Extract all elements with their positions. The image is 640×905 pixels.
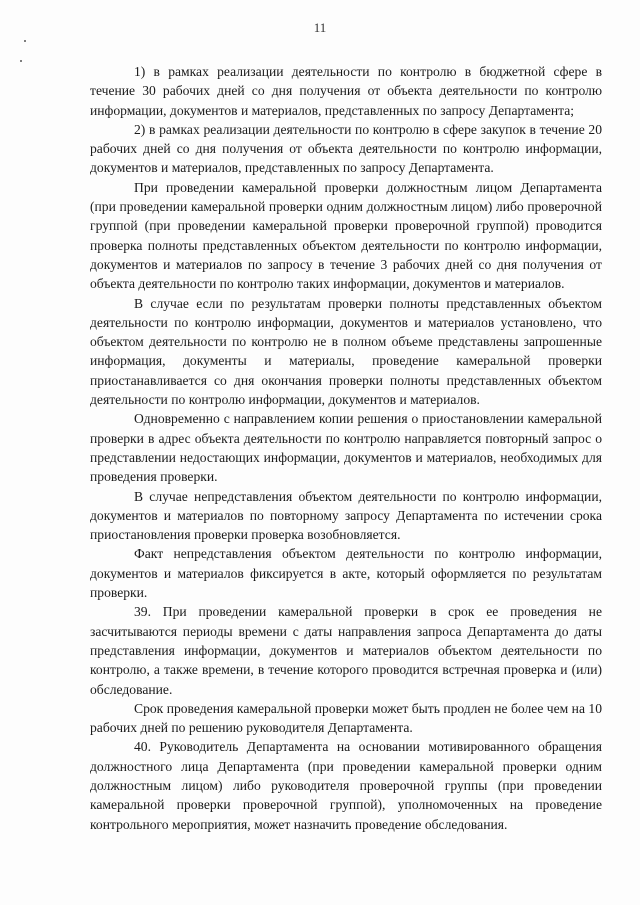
paragraph-non-submission: В случае непредставления объектом деятельности по контролю информации, документов и материалов по повторному запросу Департамента по истечении срока приостановления проверки проверка возобновляется.	[90, 488, 602, 543]
scan-speck	[20, 60, 22, 62]
paragraph-item-2: 2) в рамках реализации деятельности по контролю в сфере закупок в течение 20 рабочих дней со дня получения от объекта деятельности по контролю информации, документов и материалов, представленных по запросу Департамента.	[90, 121, 602, 176]
scan-speck	[24, 40, 26, 42]
paragraph-repeat-request: Одновременно с направлением копии решения о приостановлении камеральной проверки в адрес объекта деятельности по контролю направляется повторный запрос о представлении недостающих информации, документов и материалов, необходимых для проведения проверки.	[90, 411, 602, 485]
paragraph-40: 40. Руководитель Департамента на основании мотивированного обращения должностного лица Департамента (при проведении камеральной проверки одним должностным лицом) либо руководителя проверочной группы (при проведении камеральной проверки проверочной группой), уполномоченных на проведение контрольного мероприятия, может назначить проведение обследования.	[90, 739, 602, 832]
paragraph-camera-check: При проведении камеральной проверки должностным лицом Департамента (при проведении камеральной проверки одним должностным лицом) либо проверочной группой (при проведении камеральной проверки проверочной группой) проводится проверка полноты представленных объектом деятельности по контролю информации, документов и материалов по запросу в течение 3 рабочих дней со дня получения от объекта деятельности по контролю таких информации, документов и материалов.	[90, 179, 602, 292]
paragraph-39: 39. При проведении камеральной проверки в срок ее проведения не засчитываются периоды времени с даты направления запроса Департамента до даты представления информации, документов и материалов объектом деятельности по контролю, а также времени, в течение которого проводится встречная проверка и (или) обследование.	[90, 604, 602, 697]
body-text	[90, 62, 602, 834]
paragraph-item-1: 1) в рамках реализации деятельности по контролю в бюджетной сфере в течение 30 рабочих дней со дня получения от объекта деятельности по контролю информации, документов и материалов, представленных по запросу Департамента;	[90, 64, 602, 118]
page-number: 11	[313, 20, 327, 35]
paragraph-extension: Срок проведения камеральной проверки может быть продлен не более чем на 10 рабочих дней по решению руководителя Департамента.	[90, 700, 602, 736]
paragraph-incomplete-materials: В случае если по результатам проверки полноты представленных объектом деятельности по контролю информации, документов и материалов установлено, что объектом деятельности по контролю не в полном объеме представлены запрошенные информация, документы и материалы, проведение камеральной проверки приостанавливается со дня окончания проверки полноты представленных объектом деятельности по контролю информации, документов и материалов.	[90, 295, 602, 408]
paragraph-fact-recorded: Факт непредставления объектом деятельности по контролю информации, документов и материалов фиксируется в акте, который оформляется по результатам проверки.	[90, 546, 602, 601]
